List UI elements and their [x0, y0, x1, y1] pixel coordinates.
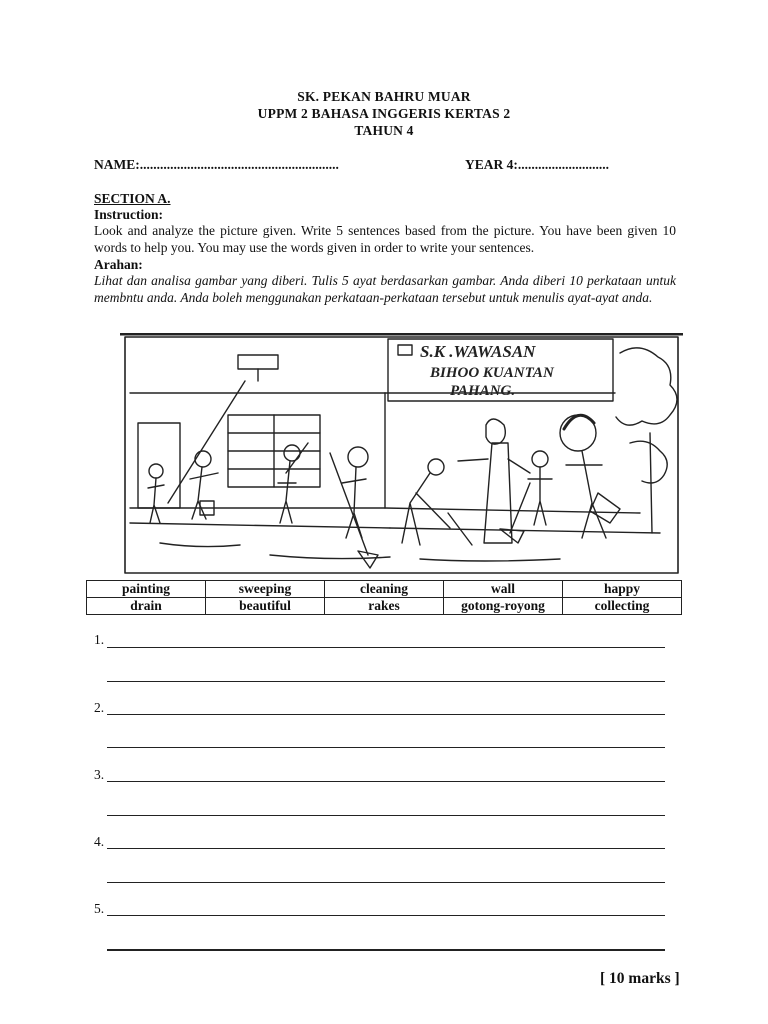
answer-line[interactable] — [107, 815, 665, 816]
word-bank-row-2 — [87, 598, 682, 615]
section-title: SECTION A. — [94, 191, 171, 206]
school-name: SK. PEKAN BAHRU MUAR — [297, 89, 471, 104]
answer-line[interactable] — [107, 747, 665, 748]
year-title: TAHUN 4 — [354, 123, 414, 138]
answer-line[interactable] — [107, 882, 665, 883]
question-number-1: 1. — [94, 632, 105, 647]
question-number-4: 4. — [94, 834, 105, 849]
gotong-royong-picture — [120, 333, 683, 577]
word-cell: wall — [444, 581, 563, 598]
exam-title: UPPM 2 BAHASA INGGERIS KERTAS 2 — [257, 106, 511, 121]
question-number-5: 5. — [94, 901, 105, 916]
answer-line[interactable] — [107, 781, 665, 782]
answer-line[interactable] — [107, 647, 665, 648]
word-cell: rakes — [325, 598, 444, 615]
sign-text-line3: PAHANG. — [450, 383, 516, 399]
answer-line[interactable] — [107, 915, 665, 916]
word-bank-row-1 — [87, 581, 682, 598]
word-cell: collecting — [563, 598, 682, 615]
answer-line[interactable] — [107, 681, 665, 682]
answer-line[interactable] — [107, 714, 665, 715]
word-bank-table — [86, 580, 682, 615]
name-field-label: NAME:........................................................... — [94, 157, 339, 172]
word-cell: gotong-royong — [444, 598, 563, 615]
sign-text-line1: S.K .WAWASAN — [420, 342, 536, 361]
word-cell: cleaning — [325, 581, 444, 598]
question-number-2: 2. — [94, 700, 105, 715]
question-number-3: 3. — [94, 767, 105, 782]
word-cell: drain — [87, 598, 206, 615]
word-cell: beautiful — [206, 598, 325, 615]
sign-text-line2: BIHOO KUANTAN — [430, 365, 554, 381]
word-cell: painting — [87, 581, 206, 598]
arahan-text: Lihat dan analisa gambar yang diberi. Tulis 5 ayat berdasarkan gambar. Anda diberi 10 perkataan untuk membntu anda. Anda boleh menggunakan perkataan-perkataan tersebut untuk menulis ayat-ayat anda. — [94, 273, 676, 305]
year-field-label: YEAR 4:........................... — [465, 157, 609, 172]
instruction-label: Instruction: — [94, 207, 164, 222]
word-cell: sweeping — [206, 581, 325, 598]
answer-line[interactable] — [107, 848, 665, 849]
total-marks: [ 10 marks ] — [600, 970, 680, 987]
word-cell: happy — [563, 581, 682, 598]
arahan-label: Arahan: — [94, 257, 143, 272]
instruction-text: Look and analyze the picture given. Write 5 sentences based from the picture. You have been given 10 words to help you. You may use the words given in order to write your sentences. — [94, 223, 676, 255]
answer-line[interactable] — [107, 949, 665, 951]
